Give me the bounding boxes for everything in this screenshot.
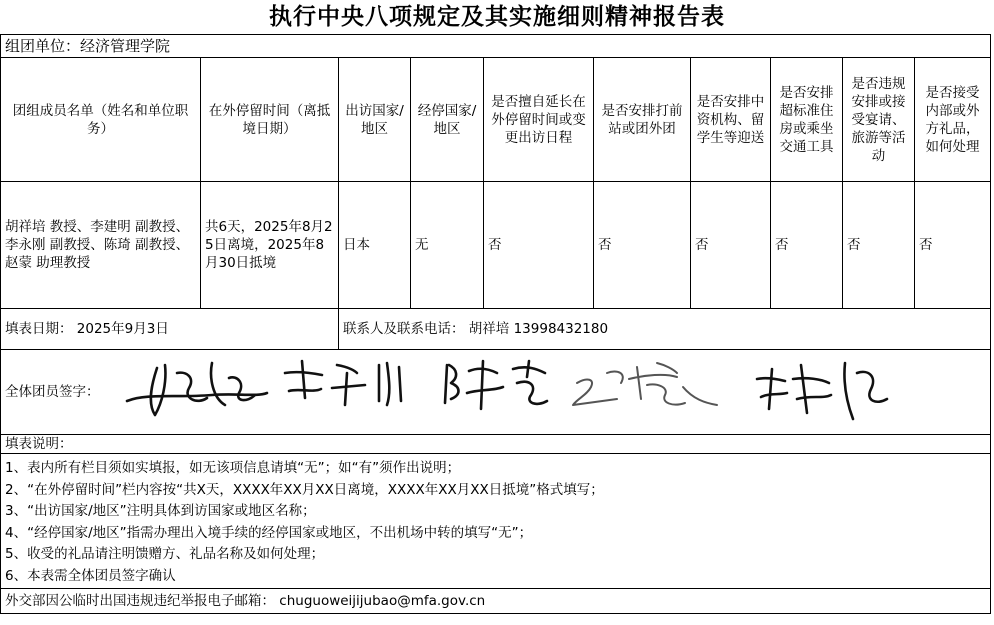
handwritten-signatures — [117, 343, 897, 427]
header-reception: 是否安排中资机构、留学生等迎送 — [691, 58, 771, 182]
header-gifts: 是否接受内部或外方礼品，如何处理 — [915, 58, 991, 182]
cell-banquet: 否 — [843, 182, 915, 309]
report-email: 外交部因公临时出国违规违纪举报电子邮箱： chuguoweijijubao@mfa.gov.cn — [1, 589, 991, 614]
cell-transit-country: 无 — [411, 182, 484, 309]
note-item: 4、“经停国家/地区”指需办理出入境手续的经停国家或地区，不出机场中转的填写“无”； — [5, 524, 533, 541]
signature-1 — [127, 363, 267, 415]
header-overstandard: 是否安排超标准住房或乘坐交通工具 — [771, 58, 843, 182]
cell-stay: 共6天，2025年8月25日离境，2025年8月30日抵境 — [201, 182, 339, 309]
contact-info: 联系人及联系电话： 胡祥培 13998432180 — [339, 309, 991, 350]
signature-3 — [445, 361, 547, 409]
cell-members: 胡祥培 教授、李建明 副教授、李永刚 副教授、陈琦 副教授、赵蒙 助理教授 — [1, 182, 201, 309]
signature-label: 全体团员签字： — [5, 384, 100, 400]
cell-advance: 否 — [594, 182, 691, 309]
fill-date: 填表日期： 2025年9月3日 — [1, 309, 339, 350]
header-transit-country: 经停国家/地区 — [411, 58, 484, 182]
note-item: 6、本表需全体团员签字确认 — [5, 567, 176, 584]
cell-reception: 否 — [691, 182, 771, 309]
signature-4 — [573, 363, 717, 405]
report-table — [0, 34, 991, 614]
cell-visit-country: 日本 — [339, 182, 411, 309]
cell-overstandard: 否 — [771, 182, 843, 309]
header-advance: 是否安排打前站或团外团 — [594, 58, 691, 182]
note-item: 3、“出访国家/地区”注明具体到访国家或地区名称； — [5, 503, 316, 519]
organizing-unit: 组团单位：经济管理学院 — [1, 35, 991, 58]
signature-cell — [1, 350, 991, 435]
signature-2 — [285, 361, 401, 405]
note-item: 1、表内所有栏目须如实填报，如无该项信息请填“无”；如“有”须作出说明； — [5, 460, 461, 476]
form-title: 执行中央八项规定及其实施细则精神报告表 — [269, 4, 725, 30]
cell-gifts: 否 — [915, 182, 991, 309]
note-item: 2、“在外停留时间”栏内容按“共X天，XXXX年XX月XX日离境，XXXX年XX月XX日抵境”格式填写； — [5, 481, 604, 498]
header-visit-country: 出访国家/地区 — [339, 58, 411, 182]
header-banquet: 是否违规安排或接受宴请、旅游等活动 — [843, 58, 915, 182]
notes-list — [1, 454, 991, 589]
header-stay: 在外停留时间（离抵境日期） — [201, 58, 339, 182]
header-members: 团组成员名单（姓名和单位职务） — [1, 58, 201, 182]
notes-title: 填表说明： — [1, 435, 991, 454]
cell-extend: 否 — [484, 182, 594, 309]
header-extend: 是否擅自延长在外停留时间或变更出访日程 — [484, 58, 594, 182]
note-item: 5、收受的礼品请注明馈赠方、礼品名称及如何处理； — [5, 546, 325, 562]
signature-5 — [757, 363, 887, 419]
